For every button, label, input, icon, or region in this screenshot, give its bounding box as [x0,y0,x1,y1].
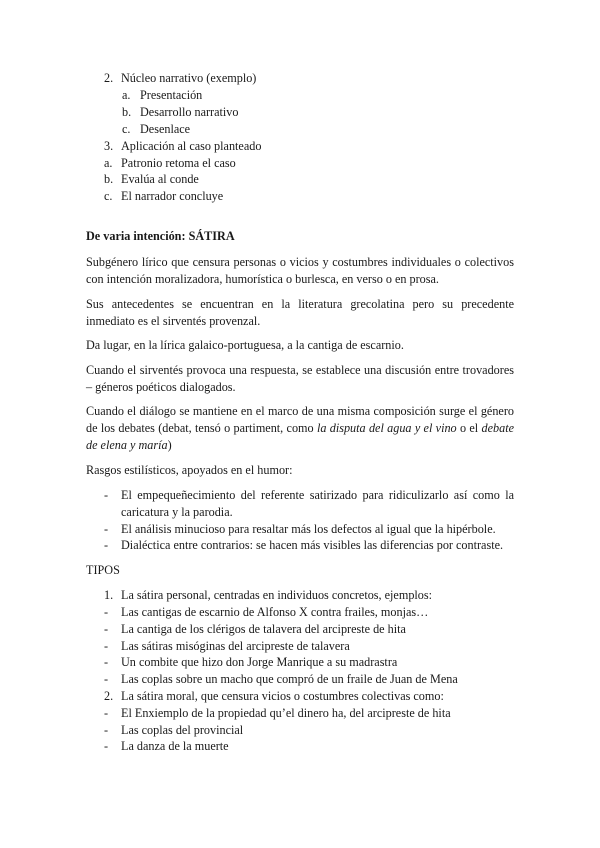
bullet-item: El análisis minucioso para resaltar más los defectos al igual que la hipérbole. [121,522,496,536]
outline-marker: 2. [104,71,114,85]
outline-item: Patronio retoma el caso [121,156,236,170]
outline-item: Desenlace [140,122,191,136]
tipos-marker: - [104,622,109,636]
tipos-marker: - [104,739,109,753]
outline-marker: 3. [104,139,114,153]
outline-item: Núcleo narrativo (exemplo) [121,71,257,85]
outline-marker: c. [122,122,131,136]
tipos-marker: - [104,706,109,720]
tipos-marker: - [104,655,109,669]
tipos-title: TIPOS [86,563,120,577]
tipos-item: Las coplas sobre un macho que compró de un fraile de Juan de Mena [121,672,458,686]
outline-marker: b. [122,105,132,119]
bullet-marker: - [104,538,109,552]
bullet-item: El empequeñecimiento del referente satirizado para ridiculizarlo así como la caricatura y la parodia. [121,488,514,519]
outline-marker: b. [104,172,114,186]
tipos-item: Las cantigas de escarnio de Alfonso X contra frailes, monjas… [121,605,429,619]
bullet-item: Dialéctica entre contrarios: se hacen más visibles las diferencias por contraste. [121,538,504,552]
paragraph: Da lugar, en la lírica galaico-portuguesa, a la cantiga de escarnio. [86,338,404,352]
paragraph: Subgénero lírico que censura personas o vicios y costumbres individuales o colectivos con intención moralizadora, humorística o burlesca, en verso o en prosa. [86,255,514,286]
tipos-item: Las coplas del provincial [121,723,244,737]
outline-marker: a. [104,156,113,170]
outline-item: Presentación [140,88,203,102]
tipos-item: El Enxiemplo de la propiedad qu’el dinero ha, del arcipreste de hita [121,706,451,720]
tipos-item: Un combite que hizo don Jorge Manrique a su madrastra [121,655,398,669]
work-title: debate de elena y maría [86,421,514,452]
tipos-marker: 2. [104,689,114,703]
tipos-marker: 1. [104,588,114,602]
tipos-marker: - [104,672,109,686]
paragraph: Cuando el sirventés provoca una respuesta, se establece una discusión entre trovadores – géneros poéticos dialogados. [86,363,514,394]
outline-item: Aplicación al caso planteado [121,139,262,153]
paragraph-text: o el [456,421,482,435]
outline-item: Desarrollo narrativo [140,105,239,119]
paragraph: Sus antecedentes se encuentran en la literatura grecolatina pero su precedente inmediato es el sirventés provenzal. [86,297,514,328]
tipos-item: La cantiga de los clérigos de talavera del arcipreste de hita [121,622,406,636]
bullet-marker: - [104,522,109,536]
tipos-marker: - [104,723,109,737]
outline-item: El narrador concluye [121,189,224,203]
paragraph-text: ) [167,438,172,452]
tipos-item: La danza de la muerte [121,739,229,753]
paragraph-text: Cuando el diálogo se mantiene en el marco de una misma composición surge el género de los debates (debat, tensó o partiment, como [86,404,514,435]
paragraph [86,403,514,454]
outline-marker: a. [122,88,131,102]
work-title: la disputa del agua y el vino [316,421,457,435]
section-heading: De varia intención: SÁTIRA [86,229,235,243]
tipos-marker: - [104,605,109,619]
bullet-marker: - [104,488,109,502]
tipos-marker: - [104,639,109,653]
tipos-item: La sátira moral, que censura vicios o costumbres colectivas como: [121,689,444,703]
paragraph: Rasgos estilísticos, apoyados en el humor: [86,463,293,477]
tipos-item: La sátira personal, centradas en individuos concretos, ejemplos: [121,588,433,602]
tipos-item: Las sátiras misóginas del arcipreste de talavera [121,639,350,653]
outline-marker: c. [104,189,113,203]
outline-item: Evalúa al conde [121,172,199,186]
